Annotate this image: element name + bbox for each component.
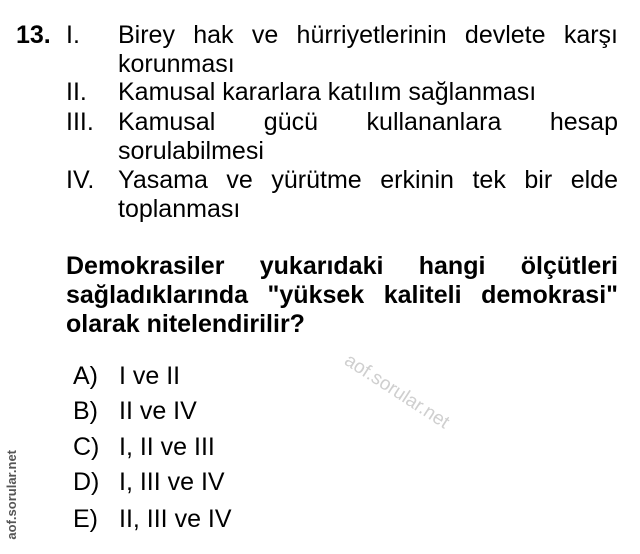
statement-2 bbox=[66, 78, 618, 107]
option-letter: C) bbox=[73, 433, 100, 461]
statement-text: Kamusal kararlara katılım sağlanması bbox=[118, 78, 537, 106]
option-letter: D) bbox=[73, 468, 100, 496]
option-letter: E) bbox=[73, 505, 98, 533]
statement-numeral: I. bbox=[66, 21, 80, 49]
option-a[interactable] bbox=[73, 362, 180, 390]
option-letter: A) bbox=[73, 362, 98, 390]
option-text: I ve II bbox=[119, 362, 181, 390]
option-c[interactable] bbox=[73, 433, 215, 461]
statement-3 bbox=[66, 108, 618, 166]
option-text: I, III ve IV bbox=[119, 468, 225, 496]
statement-numeral: III. bbox=[66, 108, 94, 136]
option-text: II, III ve IV bbox=[119, 505, 232, 533]
option-d[interactable] bbox=[73, 468, 225, 496]
statement-numeral: II. bbox=[66, 78, 87, 106]
option-b[interactable] bbox=[73, 397, 197, 425]
option-text: I, II ve III bbox=[119, 433, 215, 461]
question-number: 13. bbox=[16, 21, 51, 49]
statement-text: Yasama ve yürütme erkinin tek bir elde toplanması bbox=[118, 166, 618, 223]
question-prompt: Demokrasiler yukarıdaki hangi ölçütleri sağladıklarında "yüksek kaliteli demokrasi" olarak nitelendirilir? bbox=[66, 252, 618, 338]
statement-4 bbox=[66, 166, 618, 224]
watermark-vertical: aof.sorular.net bbox=[4, 450, 19, 540]
statement-text: Birey hak ve hürriyetlerinin devlete karşı korunması bbox=[118, 21, 618, 78]
statement-1 bbox=[66, 21, 618, 79]
watermark-diagonal: aof.sorular.net bbox=[340, 350, 453, 434]
statement-text: Kamusal gücü kullananlara hesap sorulabilmesi bbox=[118, 108, 618, 165]
option-text: II ve IV bbox=[119, 397, 197, 425]
option-letter: B) bbox=[73, 397, 98, 425]
option-e[interactable] bbox=[73, 505, 232, 533]
statement-numeral: IV. bbox=[66, 166, 95, 194]
